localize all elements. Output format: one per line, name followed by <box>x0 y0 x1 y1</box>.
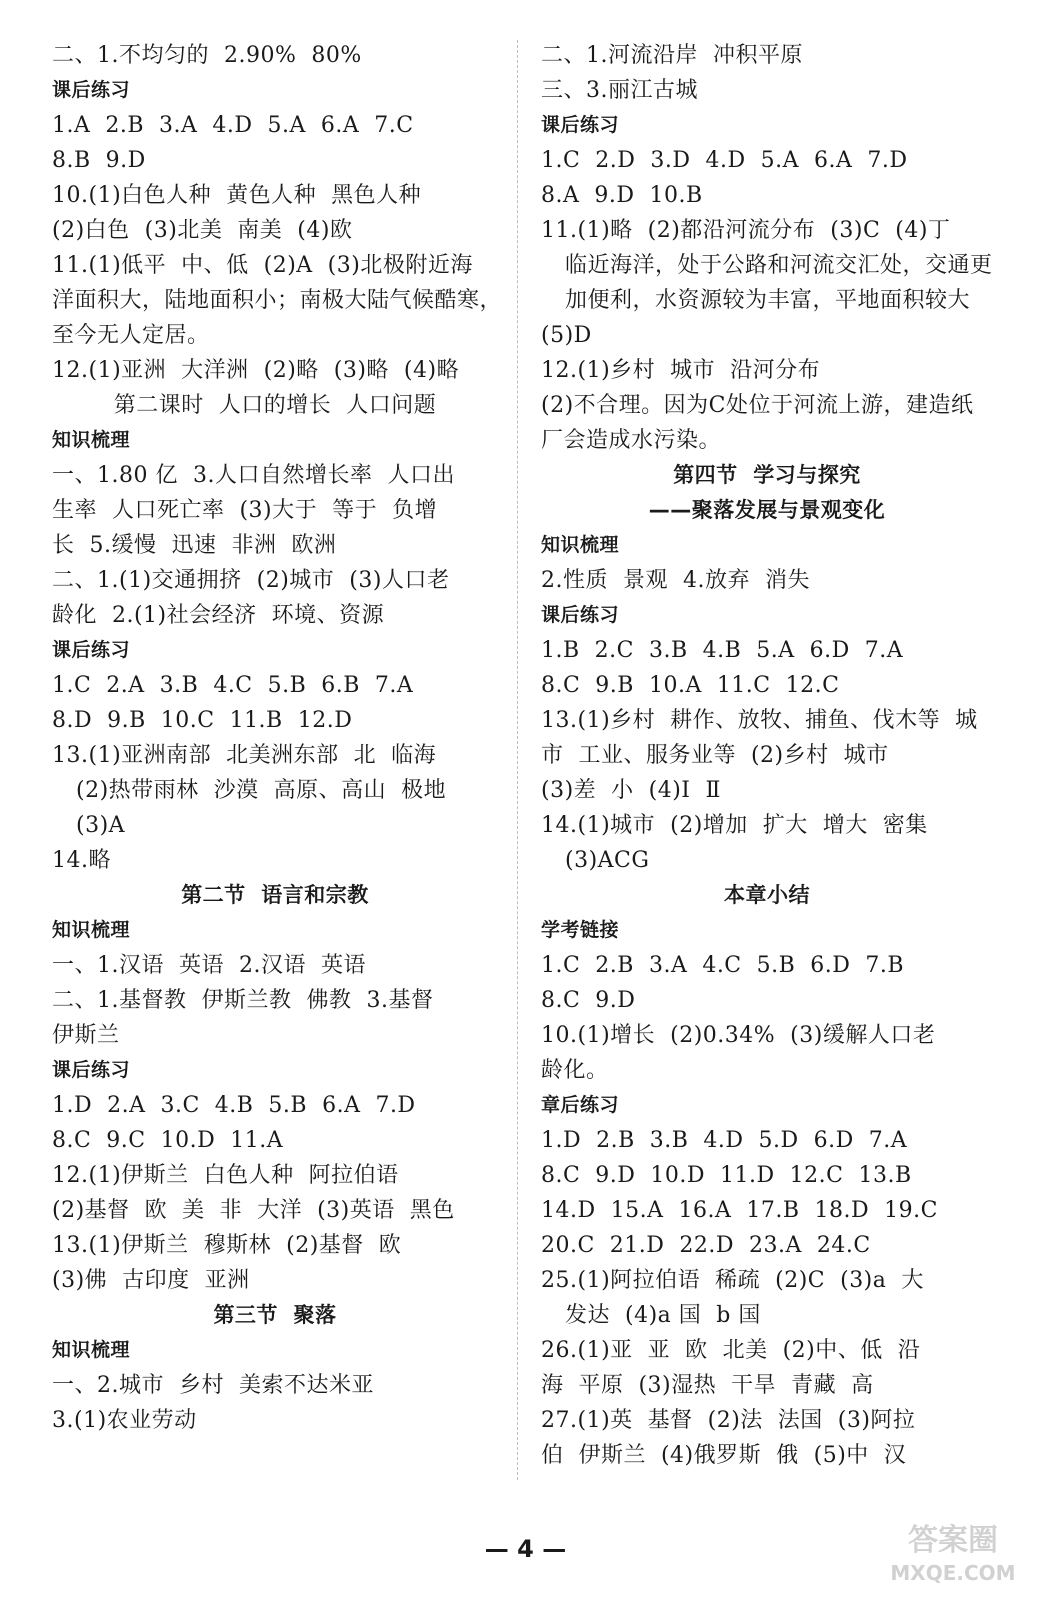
answer-line: 生率 人口死亡率 (3)大于 等于 负增 <box>52 498 438 523</box>
answer-line: 8.A 9.D 10.B <box>541 183 703 208</box>
watermark-logo <box>873 1510 1033 1590</box>
answer-line: 一、2.城市 乡村 美索不达米亚 <box>52 1373 374 1398</box>
answer-line: 三、3.丽江古城 <box>541 78 698 103</box>
answer-line: 26.(1)亚 亚 欧 北美 (2)中、低 沿 <box>541 1338 921 1363</box>
section-heading: 课后练习 <box>52 1059 131 1081</box>
section-heading: 课后练习 <box>52 639 131 661</box>
left-column <box>52 38 503 1438</box>
answer-line: 龄化。 <box>541 1058 609 1083</box>
answer-line: (3)差 小 (4)Ⅰ Ⅱ <box>541 778 721 803</box>
answer-line: 13.(1)乡村 耕作、放牧、捕鱼、伐木等 城 <box>541 708 978 733</box>
answer-line: 伊斯兰 <box>52 1023 120 1048</box>
answer-line: 洋面积大，陆地面积小；南极大陆气候酷寒， <box>52 288 503 313</box>
answer-line: 伯 伊斯兰 (4)俄罗斯 俄 (5)中 汉 <box>541 1443 907 1468</box>
answer-line: 市 工业、服务业等 (2)乡村 城市 <box>541 743 889 768</box>
answer-line: 1.D 2.B 3.B 4.D 5.D 6.D 7.A <box>541 1128 908 1153</box>
answer-line: 8.C 9.B 10.A 11.C 12.C <box>541 673 840 698</box>
watermark-bottom-text: MXQE.COM <box>890 1561 1016 1585</box>
answer-line: 11.(1)低平 中、低 (2)A (3)北极附近海 <box>52 253 473 278</box>
answer-line: (2)白色 (3)北美 南美 (4)欧 <box>52 218 353 243</box>
section-heading: 章后练习 <box>541 1094 620 1116</box>
section-heading: 课后练习 <box>541 114 620 136</box>
column-divider <box>517 40 518 1480</box>
answer-line: 发达 (4)a 国 b 国 <box>565 1303 761 1328</box>
answer-line: 2.性质 景观 4.放弃 消失 <box>541 568 810 593</box>
section-title: 第二节 语言和宗教 <box>181 883 369 907</box>
answer-line: 11.(1)略 (2)都沿河流分布 (3)C (4)丁 <box>541 218 951 243</box>
answer-line: 二、1.河流沿岸 冲积平原 <box>541 43 803 68</box>
answer-line: 厂会造成水污染。 <box>541 428 722 453</box>
answer-line: 13.(1)亚洲南部 北美洲东部 北 临海 <box>52 743 437 768</box>
section-title: 本章小结 <box>724 883 810 907</box>
answer-line: 27.(1)英 基督 (2)法 法国 (3)阿拉 <box>541 1408 916 1433</box>
answer-line: 1.D 2.A 3.C 4.B 5.B 6.A 7.D <box>52 1093 416 1118</box>
answer-line: 1.B 2.C 3.B 4.B 5.A 6.D 7.A <box>541 638 904 663</box>
answer-line: 1.C 2.A 3.B 4.C 5.B 6.B 7.A <box>52 673 414 698</box>
answer-line: 14.D 15.A 16.A 17.B 18.D 19.C <box>541 1198 938 1223</box>
answer-line: (3)佛 古印度 亚洲 <box>52 1268 250 1293</box>
answer-line: 13.(1)伊斯兰 穆斯林 (2)基督 欧 <box>52 1233 402 1258</box>
section-heading: 课后练习 <box>52 79 131 101</box>
answer-line: 海 平原 (3)湿热 干旱 青藏 高 <box>541 1373 874 1398</box>
answer-line: 二、1.(1)交通拥挤 (2)城市 (3)人口老 <box>52 568 450 593</box>
answer-line: 1.C 2.B 3.A 4.C 5.B 6.D 7.B <box>541 953 905 978</box>
answer-line: (5)D <box>541 323 592 348</box>
section-heading: 学考链接 <box>541 919 620 941</box>
answer-line: 20.C 21.D 22.D 23.A 24.C <box>541 1233 871 1258</box>
answer-line: 12.(1)亚洲 大洋洲 (2)略 (3)略 (4)略 <box>52 358 460 383</box>
answer-line: 一、1.汉语 英语 2.汉语 英语 <box>52 953 366 978</box>
answer-line: 临近海洋，处于公路和河流交汇处，交通更 <box>565 253 993 278</box>
answer-line: 1.C 2.D 3.D 4.D 5.A 6.A 7.D <box>541 148 908 173</box>
answer-line: 1.A 2.B 3.A 4.D 5.A 6.A 7.C <box>52 113 414 138</box>
section-heading: 知识梳理 <box>541 534 620 556</box>
section-title: 第三节 聚落 <box>213 1303 337 1327</box>
answer-line: 二、1.不均匀的 2.90% 80% <box>52 43 362 68</box>
section-title: 第四节 学习与探究 <box>673 463 861 487</box>
section-heading: 课后练习 <box>541 604 620 626</box>
answer-line: 加便利，水资源较为丰富，平地面积较大 <box>565 288 971 313</box>
section-heading: 知识梳理 <box>52 1339 131 1361</box>
page-number: — 4 — <box>484 1535 567 1563</box>
answer-line: 龄化 2.(1)社会经济 环境、资源 <box>52 603 385 628</box>
answer-line: 12.(1)伊斯兰 白色人种 阿拉伯语 <box>52 1163 399 1188</box>
answer-line: 二、1.基督教 伊斯兰教 佛教 3.基督 <box>52 988 434 1013</box>
answer-line: 长 5.缓慢 迅速 非洲 欧洲 <box>52 533 337 558</box>
answer-line: (2)热带雨林 沙漠 高原、高山 极地 <box>76 778 447 803</box>
answer-line: 3.(1)农业劳动 <box>52 1408 197 1433</box>
answer-line: 8.C 9.D 10.D 11.D 12.C 13.B <box>541 1163 912 1188</box>
answer-line: 14.略 <box>52 848 111 873</box>
section-heading: 知识梳理 <box>52 919 131 941</box>
answer-line: 至今无人定居。 <box>52 323 210 348</box>
answer-line: 10.(1)白色人种 黄色人种 黑色人种 <box>52 183 422 208</box>
watermark-top-text: 答案圈 <box>908 1523 998 1558</box>
answer-line: 12.(1)乡村 城市 沿河分布 <box>541 358 821 383</box>
answer-line: 10.(1)增长 (2)0.34% (3)缓解人口老 <box>541 1023 936 1048</box>
section-heading: 知识梳理 <box>52 429 131 451</box>
answer-line: 8.D 9.B 10.C 11.B 12.D <box>52 708 353 733</box>
answer-line: 8.C 9.C 10.D 11.A <box>52 1128 284 1153</box>
answer-line: 14.(1)城市 (2)增加 扩大 增大 密集 <box>541 813 928 838</box>
section-title: ——聚落发展与景观变化 <box>648 498 886 522</box>
section-title: 第二课时 人口的增长 人口问题 <box>113 393 437 418</box>
right-column <box>541 38 993 1473</box>
answer-line: 8.C 9.D <box>541 988 636 1013</box>
answer-line: (2)不合理。因为C处位于河流上游，建造纸 <box>541 393 974 418</box>
answer-line: (3)ACG <box>565 848 650 873</box>
answer-line: 一、1.80 亿 3.人口自然增长率 人口出 <box>52 463 455 488</box>
answer-line: (3)A <box>76 813 126 838</box>
answer-line: (2)基督 欧 美 非 大洋 (3)英语 黑色 <box>52 1198 455 1223</box>
answer-line: 8.B 9.D <box>52 148 146 173</box>
answer-line: 25.(1)阿拉伯语 稀疏 (2)C (3)a 大 <box>541 1268 924 1293</box>
